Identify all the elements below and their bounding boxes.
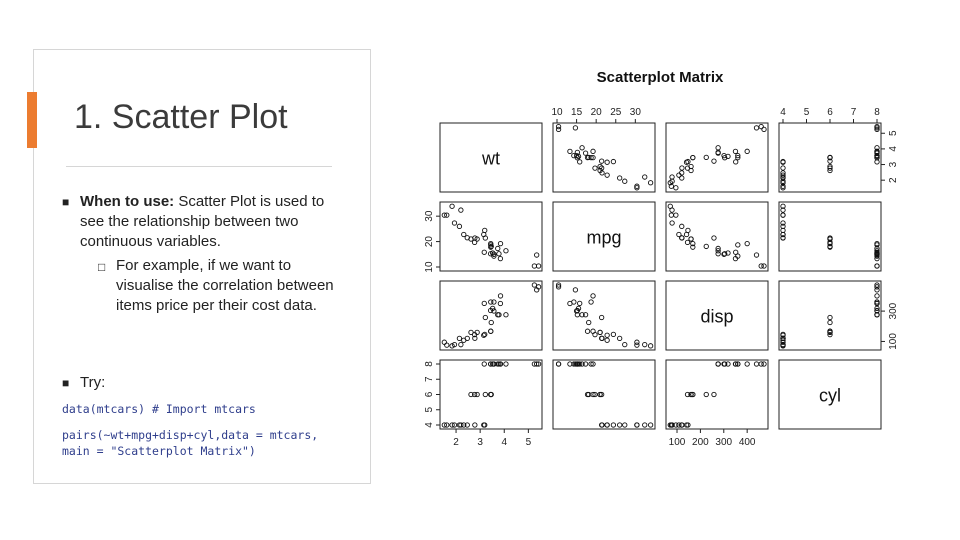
bullet-try-text: Try: [80,374,106,391]
tick-label: 4 [424,422,435,428]
panel-frame [666,202,768,271]
tick-label: 3 [888,161,899,168]
scatterplot-matrix [400,55,920,475]
tick-label: 5 [888,130,899,137]
tick-label: 2 [453,437,459,448]
tick-label: 5 [424,406,435,413]
tick-label: 6 [424,391,435,398]
tick-label: 20 [424,236,435,248]
tick-label: 30 [424,210,435,222]
panel-frame [666,123,768,192]
bullet-label: When to use: [80,193,175,210]
tick-label: 20 [590,107,602,118]
title-divider [66,166,332,167]
panel-frame [440,281,542,350]
tick-label: 15 [571,107,583,118]
variable-label: mpg [586,227,622,248]
tick-label: 100 [668,437,686,448]
tick-label: 4 [501,437,508,448]
tick-label: 200 [692,437,709,448]
tick-label: 30 [629,107,641,118]
tick-label: 5 [803,107,810,118]
tick-label: 8 [874,107,880,118]
sub-bullet-text: For example, if we want to visualise the correlation between items price per their cost data. [116,257,334,314]
hollow-square-bullet-icon: □ [98,260,106,274]
panel-frame [779,123,881,192]
variable-label: cyl [819,385,841,406]
tick-label: 10 [551,107,563,118]
tick-label: 8 [424,361,435,367]
tick-label: 3 [477,437,483,448]
slide-title: 1. Scatter Plot [74,98,288,136]
bullet-try [62,373,106,393]
tick-label: 6 [827,107,833,118]
tick-label: 10 [424,261,435,273]
tick-label: 4 [780,107,786,118]
variable-label: disp [700,306,734,327]
square-bullet-icon: ■ [62,376,70,390]
title-accent-bar [27,92,37,148]
tick-label: 5 [525,437,532,448]
variable-label: wt [482,148,500,169]
tick-label: 100 [888,333,899,350]
tick-label: 400 [738,437,756,448]
panel-frame [666,360,768,429]
tick-label: 7 [850,107,857,118]
code-line-pairs: pairs(~wt+mpg+disp+cyl,data = mtcars, main = "Scatterplot Matrix") [62,428,319,458]
panel-frame [440,360,542,429]
panel-frame [553,123,655,192]
tick-label: 2 [888,177,899,183]
tick-label: 4 [888,146,899,152]
code-line-data: data(mtcars) # Import mtcars [62,402,256,416]
sub-bullet-example [98,256,346,316]
bullet-when-to-use [62,192,350,252]
panel-frame [440,202,542,271]
tick-label: 300 [715,437,733,448]
bullet-text: Scatter Plot is used to see the relationship between two continuous variables. [80,193,325,250]
square-bullet-icon: ■ [62,195,70,209]
tick-label: 25 [610,107,622,118]
tick-label: 7 [424,376,435,383]
chart-title: Scatterplot Matrix [596,69,724,86]
tick-label: 300 [888,302,899,320]
